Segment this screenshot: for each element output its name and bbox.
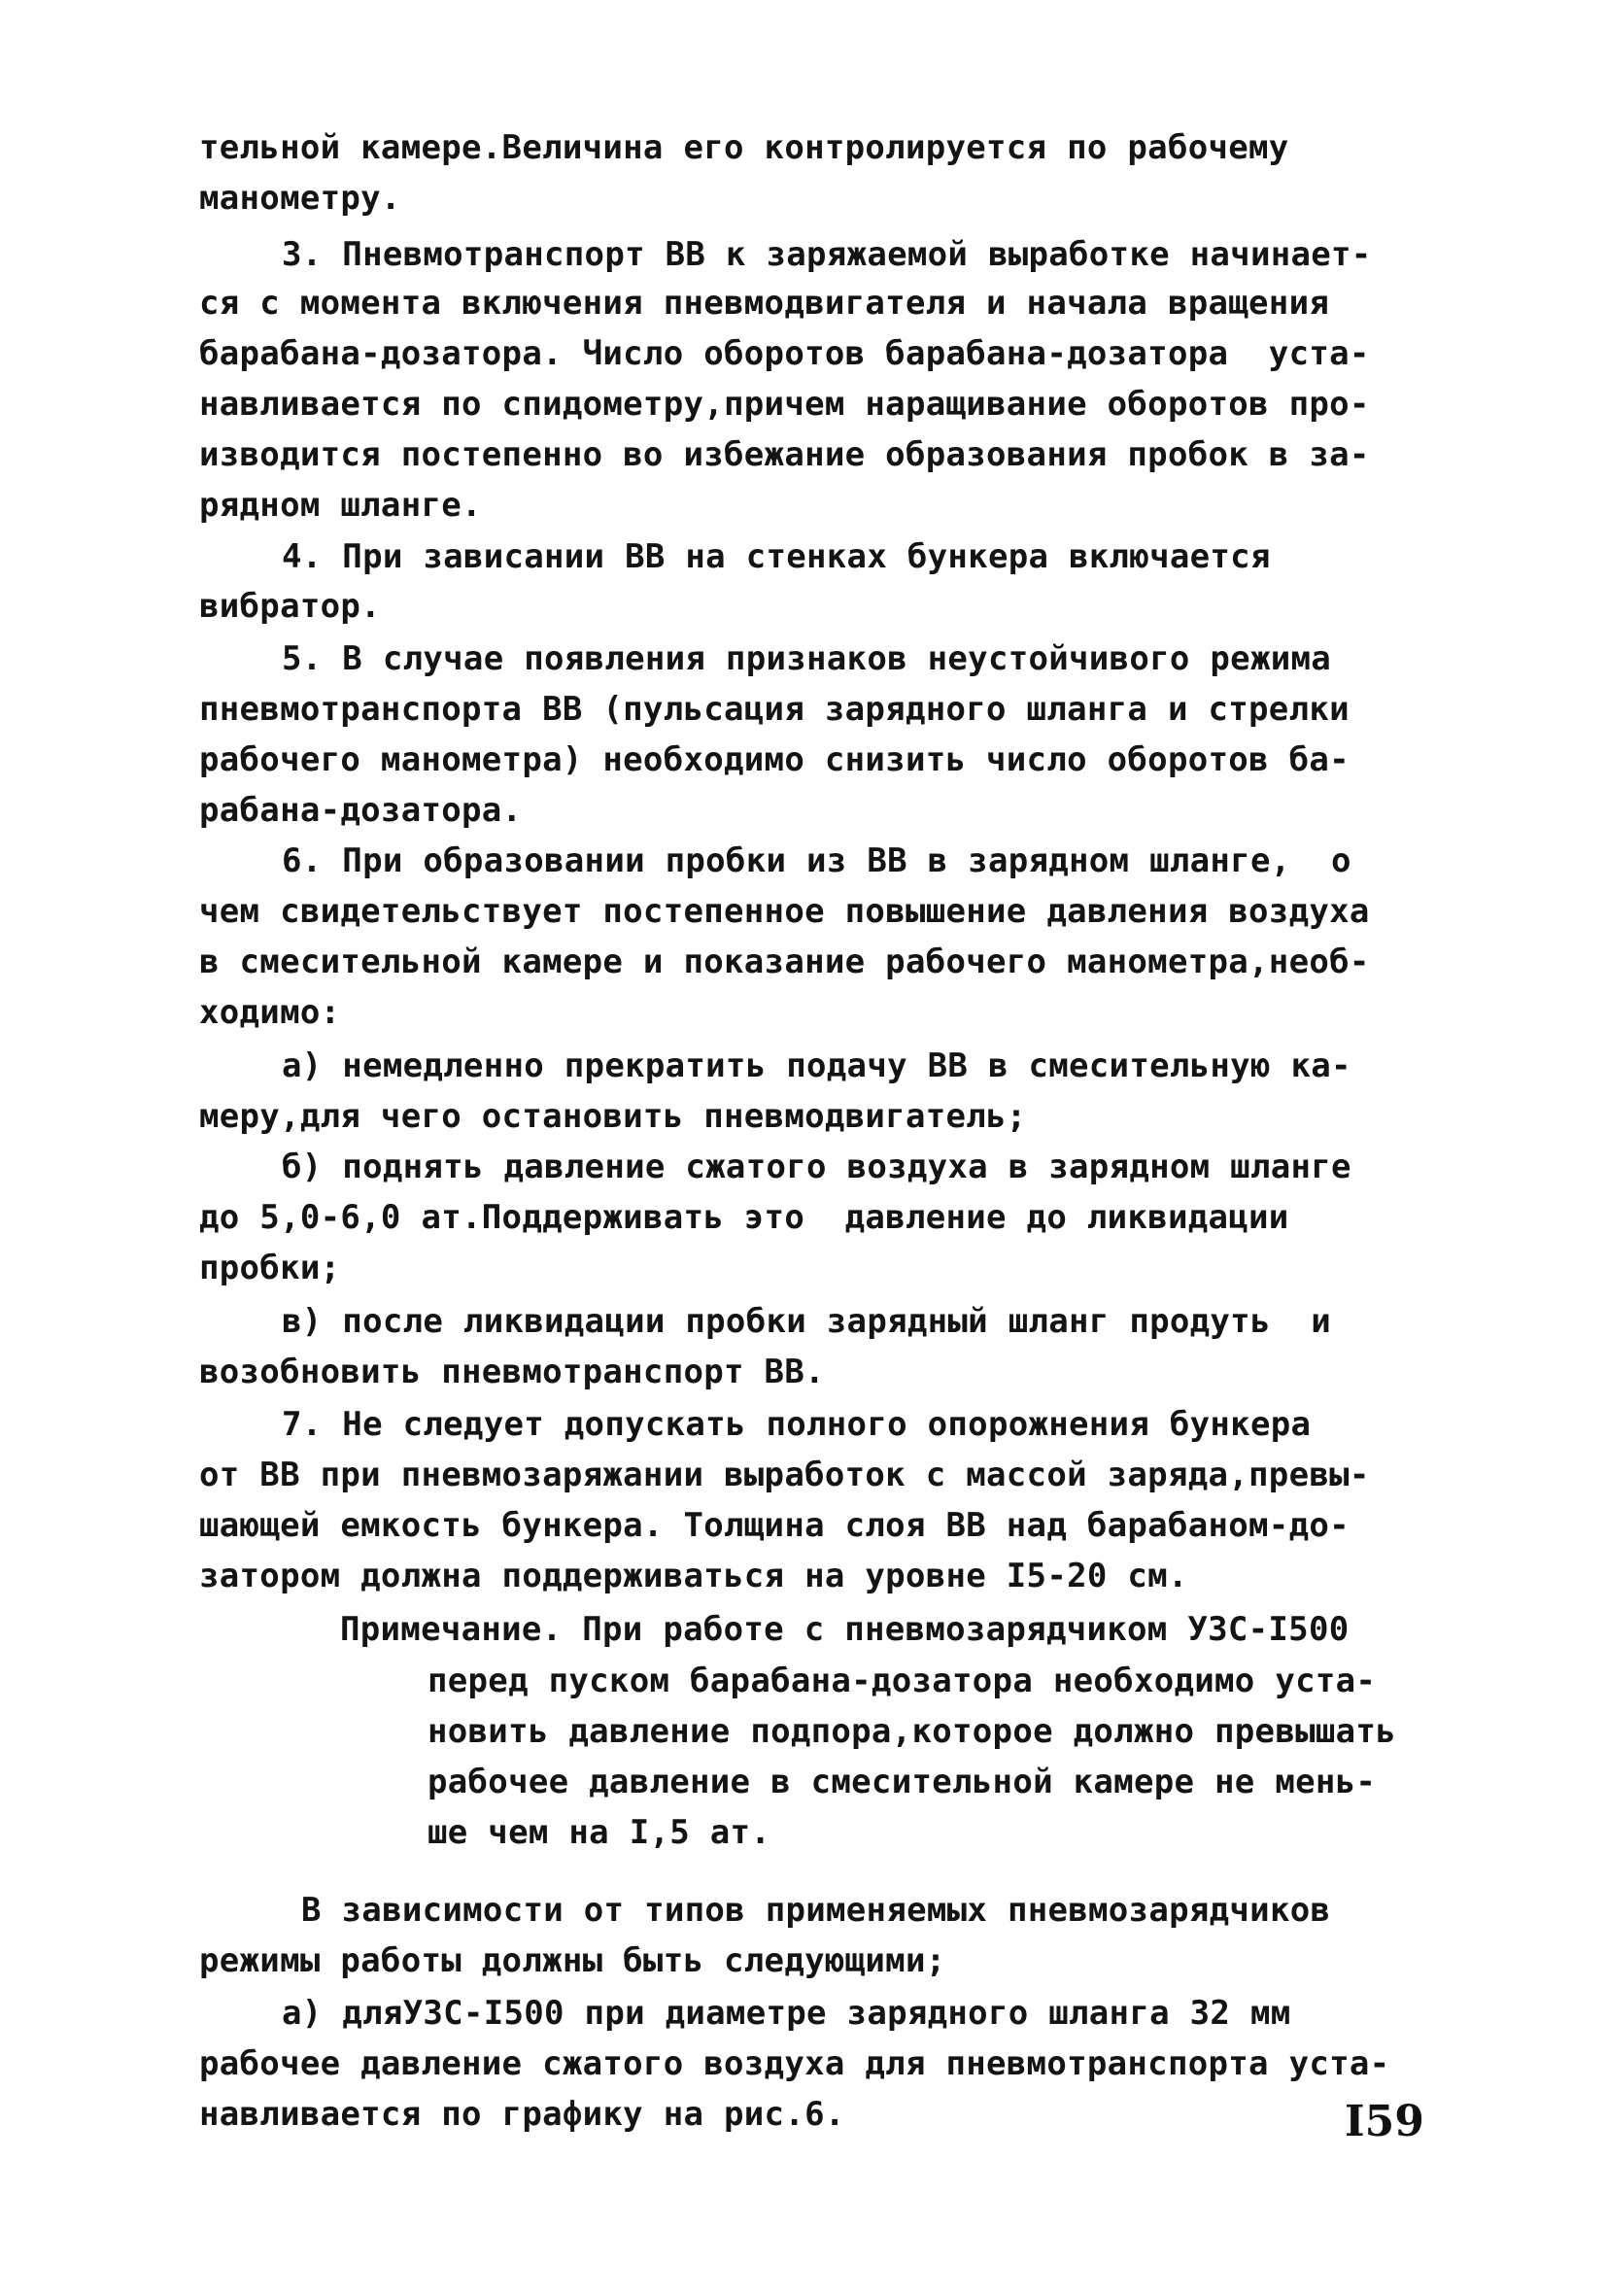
text-line: В зависимости от типов применяемых пневмозарядчиков [301,1891,1331,1930]
text-line: 4. При зависании ВВ на стенках бункера включается [282,537,1271,576]
text-line: затором должна поддерживаться на уровне I5-20 см. [199,1557,1188,1595]
text-line: возобновить пневмотранспорт ВВ. [199,1353,825,1391]
text-line: до 5,0-6,0 ат.Поддерживать это давление до ликвидации [199,1198,1289,1237]
text-line: вибратор. [199,587,381,626]
text-line: изводится постепенно во избежание образования пробок в за- [199,435,1370,474]
text-line: пробки; [199,1249,341,1287]
text-line: а) немедленно прекратить подачу ВВ в смесительную ка- [282,1046,1351,1085]
text-line: а) дляУЗС-I500 при диаметре зарядного шланга 32 мм [282,1994,1291,2033]
text-line: навливается по спидометру,причем наращивание оборотов про- [199,385,1370,424]
text-line: ся с момента включения пневмодвигателя и начала вращения [199,284,1330,323]
text-line: чем свидетельствует постепенное повышение давления воздуха [199,892,1370,931]
text-line: пневмотранспорта ВВ (пульсация зарядного шланга и стрелки [199,690,1350,729]
text-line: тельной камере.Величина его контролируется по рабочему [199,128,1289,167]
note-line: перед пуском барабана-дозатора необходимо уста- [427,1662,1377,1700]
text-line: в смесительной камере и показание рабочего манометра,необ- [199,942,1370,981]
note-line: новить давление подпора,которое должно превышать [427,1712,1396,1751]
text-line: 5. В случае появления признаков неустойчивого режима [282,639,1332,678]
text-line: навливается по графику на рис.6. [199,2095,845,2134]
text-line: 7. Не следует допускать полного опорожнения бункера [282,1405,1312,1444]
text-line: режимы работы должны быть следующими; [199,1941,946,1980]
text-line: б) поднять давление сжатого воздуха в зарядном шланге [282,1148,1351,1186]
text-line: шающей емкость бункера. Толщина слоя ВВ над барабаном-до- [199,1506,1350,1545]
note-line: Примечание. При работе с пневмозарядчиком УЗС-I500 [340,1610,1350,1649]
text-line: в) после ликвидации пробки зарядный шланг продуть и [282,1302,1332,1341]
note-line: ше чем на I,5 ат. [427,1813,771,1852]
text-line: рабочее давление сжатого воздуха для пневмотранспорта уста- [199,2044,1390,2083]
text-line: рядном шланге. [199,486,482,525]
text-line: ходимо: [199,993,341,1032]
text-line: рабочего манометра) необходимо снизить число оборотов ба- [199,740,1350,779]
text-line: 3. Пневмотранспорт ВВ к заряжаемой выработке начинает- [282,235,1372,274]
text-line: рабана-дозатора. [199,791,523,830]
page-number: I59 [1345,2097,1424,2146]
text-line: барабана-дозатора. Число оборотов барабана-дозатора уста- [199,334,1370,373]
note-line: рабочее давление в смесительной камере не мень- [427,1763,1377,1801]
text-line: 6. При образовании пробки из ВВ в зарядном шланге, о [282,841,1351,880]
text-line: меру,для чего остановить пневмодвигатель; [199,1097,1027,1136]
text-line: манометру. [199,179,401,218]
text-line: от ВВ при пневмозаряжании выработок с массой заряда,превы- [199,1456,1370,1494]
